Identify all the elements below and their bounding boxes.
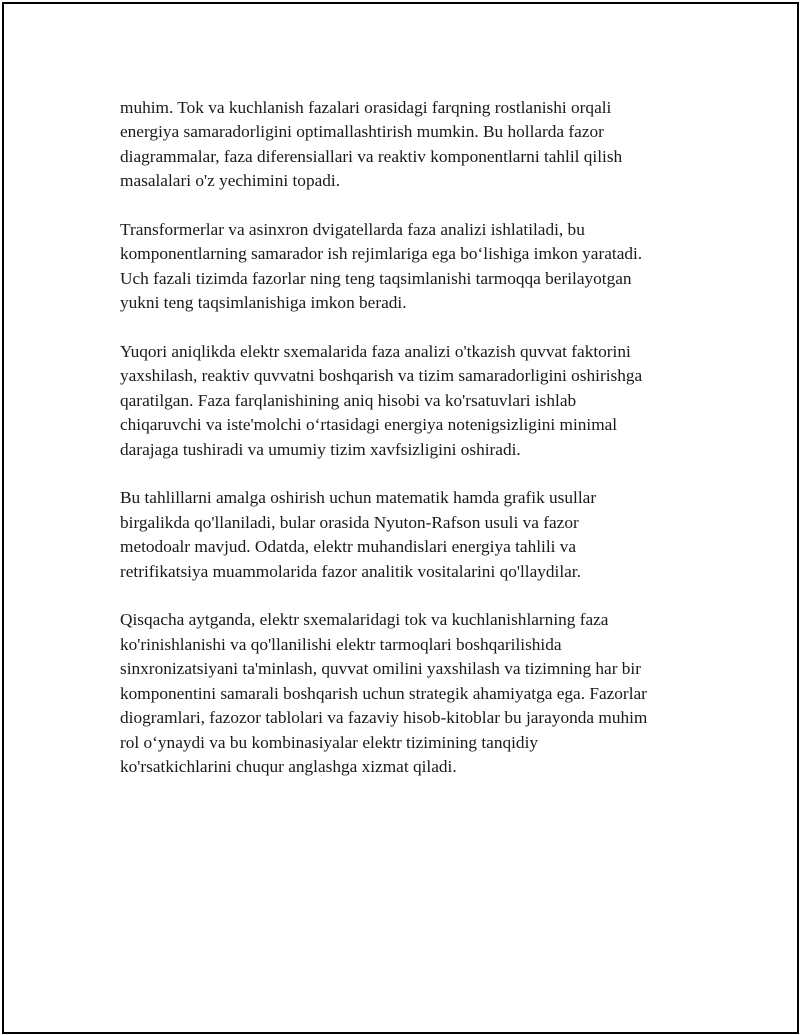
text-line: energiya samaradorligini optimallashtirish mumkin. Bu hollarda fazor: [120, 122, 604, 142]
text-line: qaratilgan. Faza farqlanishining aniq hisobi va ko'rsatuvlari ishlab: [120, 390, 577, 410]
paragraph-4: [120, 486, 700, 584]
text-line: komponentini samarali boshqarish uchun strategik ahamiyatga ega. Fazorlar: [120, 683, 647, 703]
text-line: chiqaruvchi va iste'molchi o‘rtasidagi energiya notenigsizligini minimal: [120, 415, 618, 435]
text-line: retrifikatsiya muammolarida fazor analitik vositalarini qo'llaydilar.: [120, 561, 581, 581]
text-line: Uch fazali tizimda fazorlar ning teng taqsimlanishi tarmoqqa berilayotgan: [120, 268, 632, 288]
page-border: [2, 2, 799, 1034]
text-line: Yuqori aniqlikda elektr sxemalarida faza analizi o'tkazish quvvat faktorini: [120, 342, 631, 362]
text-line: metodoalr mavjud. Odatda, elektr muhandislari energiya tahlili va: [120, 537, 577, 557]
text-line: muhim. Tok va kuchlanish fazalari orasidagi farqning rostlanishi orqali: [120, 98, 612, 117]
paragraph-5: [120, 608, 700, 779]
text-line: diogramlari, fazozor tablolari va fazaviy hisob-kitoblar bu jarayonda muhim: [120, 708, 648, 728]
text-line: darajaga tushiradi va umumiy tizim xavfsizligini oshiradi.: [120, 439, 521, 459]
text-line: masalalari o'z yechimini topadi.: [120, 171, 341, 191]
text-line: Bu tahlillarni amalga oshirish uchun matematik hamda grafik usullar: [120, 488, 597, 508]
text-line: Qisqacha aytganda, elektr sxemalaridagi tok va kuchlanishlarning faza: [120, 610, 609, 630]
text-line: yukni teng taqsimlanishiga imkon beradi.: [120, 293, 407, 313]
text-line: Transformerlar va asinxron dvigatellarda faza analizi ishlatiladi, bu: [120, 220, 585, 240]
text-line: yaxshilash, reaktiv quvvatni boshqarish va tizim samaradorligini oshirishga: [120, 366, 643, 386]
paragraph-2: [120, 218, 700, 316]
paragraph-3: [120, 340, 700, 462]
text-line: rol o‘ynaydi va bu kombinasiyalar elektr tizimining tanqidiy: [120, 732, 539, 752]
text-line: diagrammalar, faza diferensiallari va reaktiv komponentlarni tahlil qilish: [120, 146, 623, 166]
text-line: komponentlarning samarador ish rejimlariga ega bo‘lishiga imkon yaratadi.: [120, 244, 643, 264]
text-line: ko'rsatkichlarini chuqur anglashga xizmat qiladi.: [120, 756, 457, 776]
text-line: birgalikda qo'llaniladi, bular orasida Nyuton-Rafson usuli va fazor: [120, 512, 579, 532]
text-line: ko'rinishlanishi va qo'llanilishi elektr tarmoqlari boshqarilishida: [120, 634, 562, 654]
paragraph-1: [120, 96, 700, 194]
document-body: [120, 96, 700, 804]
text-line: sinxronizatsiyani ta'minlash, quvvat omilini yaxshilash va tizimning har bir: [120, 659, 641, 679]
